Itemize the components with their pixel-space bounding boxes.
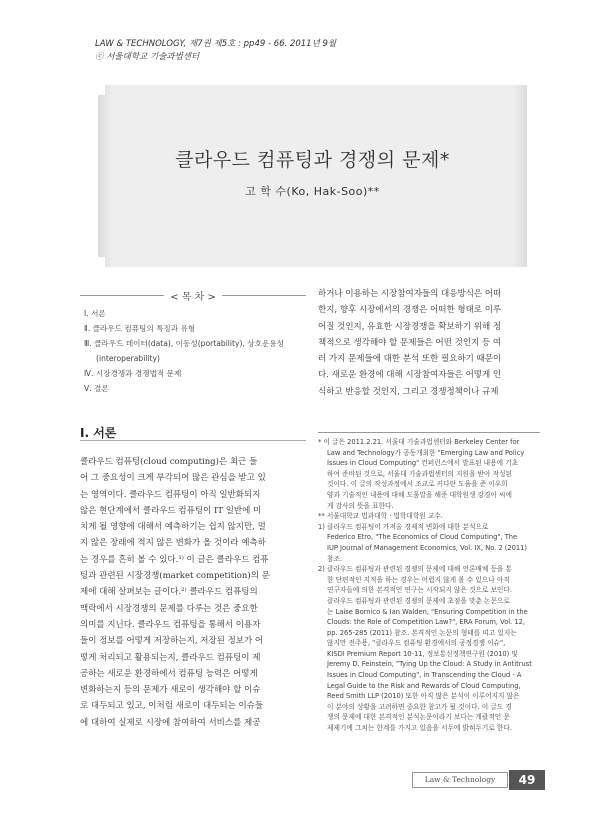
body-text-left-column: [80, 454, 306, 731]
footnotes: [318, 432, 540, 734]
toc-item: (interoperability): [96, 354, 160, 363]
body-line: 어질 것인지, 유효한 시장경쟁을 확보하기 위해 정: [318, 321, 502, 332]
body-line: 떻게 처리되고 활용되는지, 클라우드 컴퓨팅이 제: [80, 652, 261, 663]
body-line: 에 대하여 실제로 시장에 참여하여 서비스를 제공: [80, 717, 261, 728]
toc-item: Ⅴ. 결론: [84, 384, 109, 393]
body-line: 제에 대해 살펴보는 글이다.²⁾ 클라우드 컴퓨팅의: [80, 587, 258, 598]
body-line: 클라우드 컴퓨팅(cloud computing)은 최근 들: [80, 457, 258, 467]
body-line: 한지, 향후 시장에서의 경쟁은 어떠한 형태로 이루: [318, 305, 502, 316]
body-line: 식하고 반응할 것인지, 그리고 경쟁정책이나 규제: [318, 386, 499, 397]
footnote: 1) 클라우드 컴퓨팅이 가져올 경제적 변화에 대한 분석으로 Federico Etro, "The Economics of Cloud Computing", The IUP Journal of Management Economics, Vol. IX, No. 2 (2011) 참조.: [318, 522, 528, 563]
footnote: * 이 글은 2011.2.21. 서울대 기술과법센터와 Berkeley Center for Law and Technology가 공동개최한 "Emerging Law and Policy Issues in Cloud Computing" 컨퍼런스에서 발표된 내용에 기초 하여 준비된 것으로, 서울대 기술과법센터의 지원을 받아 작성된 것이다. 이 글의 작성과정에서 조교로 커다란 도움을 준 이우희 양과 기술적인 내용에 대해 도움말을 해준 대학원생 강경아 씨에 게 감사의 뜻을 표한다.: [318, 438, 525, 510]
body-line: 의미를 지닌다. 클라우드 컴퓨팅을 통해서 이용자: [80, 619, 261, 630]
toc-title: < 목 차 >: [80, 288, 306, 302]
footnote: ** 서울대학교 법과대학 · 법학대학원 교수.: [318, 512, 443, 521]
body-line: 치게 될 영향에 대해서 예측하기는 쉽지 않지만, 멀: [80, 522, 266, 533]
body-line: 러 가지 문제들에 대한 분석 또한 필요하기 때문이: [318, 354, 502, 365]
body-line: 맥락에서 시장경쟁의 문제를 다루는 것은 중요한: [80, 603, 258, 614]
page-number: 49: [509, 770, 545, 790]
body-text-right-column: [318, 286, 540, 400]
body-line: 책적으로 생각해야 할 문제들은 어떤 것인지 등 여: [318, 337, 502, 348]
body-line: 공하는 새로운 환경하에서 컴퓨팅 능력은 어떻게: [80, 668, 258, 679]
table-of-contents: [80, 288, 306, 396]
body-line: 는 영역이다. 클라우드 컴퓨팅이 아직 일반화되지: [80, 489, 261, 500]
body-line: 다. 새로운 환경에 대해 시장참여자들은 어떻게 인: [318, 370, 502, 381]
page-footer: [412, 770, 545, 790]
footnote: 2) 클라우드 컴퓨팅과 관련된 경쟁의 문제에 대해 언론매체 등을 통 한 단편적인 지적을 하는 경우는 어렵지 않게 볼 수 있으나 아직 연구자들에 의한 본격적인 연구는 시작되지 않은 것으로 보인다. 클라우드 컴퓨팅과 관련된 경쟁의 문제에 초점을 맞춘 논문으로 는 Laise Bornico & Ian Walden, "Ensuring Competition in the Clouds: the Role of Competition Law?", ERA Forum, Vol. 12, pp. 265-285 (2011) 참조. 본격적인 논문의 형태를 띠고 있지는 않지만 전주용, "클라우드 컴퓨팅 환경에서의 공정경쟁 이슈", KISDI Premium Report 10-11, 정보통신정책연구원 (2010) 및 Jeremy D. Feinstein, "Tying Up the Cloud: A Study in Antitrust Issues in Cloud Computing", in Transcending the Cloud - A Legal Guide to the Risk and Rewards of Cloud Computing, Reed Smith LLP (2010) 또한 아직 많은 분석이 이루어지지 않은 이 분야의 상황을 고려하면 중요한 참고가 될 것이다. 이 글도 경 쟁의 문제에 대한 본격적인 분석논문이라기 보다는 개괄적인 문 제제기에 그치는 한계를 가지고 있음을 서두에 밝혀두기로 한다.: [318, 565, 532, 733]
journal-copyright: ⓒ 서울대학교 기술과법센터: [95, 52, 200, 62]
body-line: 변화하는지 등의 문제가 새로이 생각해야 할 이슈: [80, 685, 261, 696]
paper-title: 클라우드 컴퓨팅과 경쟁의 문제*: [175, 149, 450, 171]
body-line: 들이 정보를 어떻게 저장하는지, 저장된 정보가 어: [80, 636, 264, 647]
toc-item: Ⅱ. 클라우드 컴퓨팅의 특징과 유형: [84, 324, 196, 333]
toc-item: Ⅰ. 서론: [84, 309, 106, 318]
toc-item: Ⅲ. 클라우드 데이터(data), 이동성(portability), 상호운용성: [84, 339, 284, 348]
toc-list: [80, 306, 306, 396]
journal-citation: LAW & TECHNOLOGY, 제7권 제5호 : pp49 - 66. 2011년 9월: [95, 39, 337, 49]
journal-header: [95, 38, 336, 64]
body-line: 어 그 중요성이 크게 부각되어 많은 관심을 받고 있: [80, 473, 266, 484]
journal-name-label: Law & Technology: [412, 772, 508, 788]
body-line: 는 경우를 흔히 볼 수 있다.¹⁾ 이 글은 클라우드 컴퓨: [80, 554, 269, 565]
body-line: 로 대두되고 있고, 이처럼 새로이 대두되는 이슈들: [80, 701, 264, 712]
body-line: 하거나 이용하는 시장참여자들의 대응방식은 어떠: [318, 289, 502, 299]
title-box: [95, 85, 530, 267]
paper-author: 고 학 수(Ko, Hak-Soo)**: [245, 185, 380, 198]
body-line: 팅과 관련된 시장경쟁(market competition)의 문: [80, 571, 270, 582]
section-heading: Ⅰ. 서론: [80, 426, 117, 440]
body-line: 지 않은 장래에 적지 않은 변화가 올 것이라 예측하: [80, 538, 266, 549]
heading-divider: [80, 440, 306, 441]
toc-item: Ⅳ. 시장경쟁과 경쟁법적 문제: [84, 369, 182, 378]
body-line: 않은 현단계에서 클라우드 컴퓨팅이 IT 일반에 미: [80, 505, 262, 516]
